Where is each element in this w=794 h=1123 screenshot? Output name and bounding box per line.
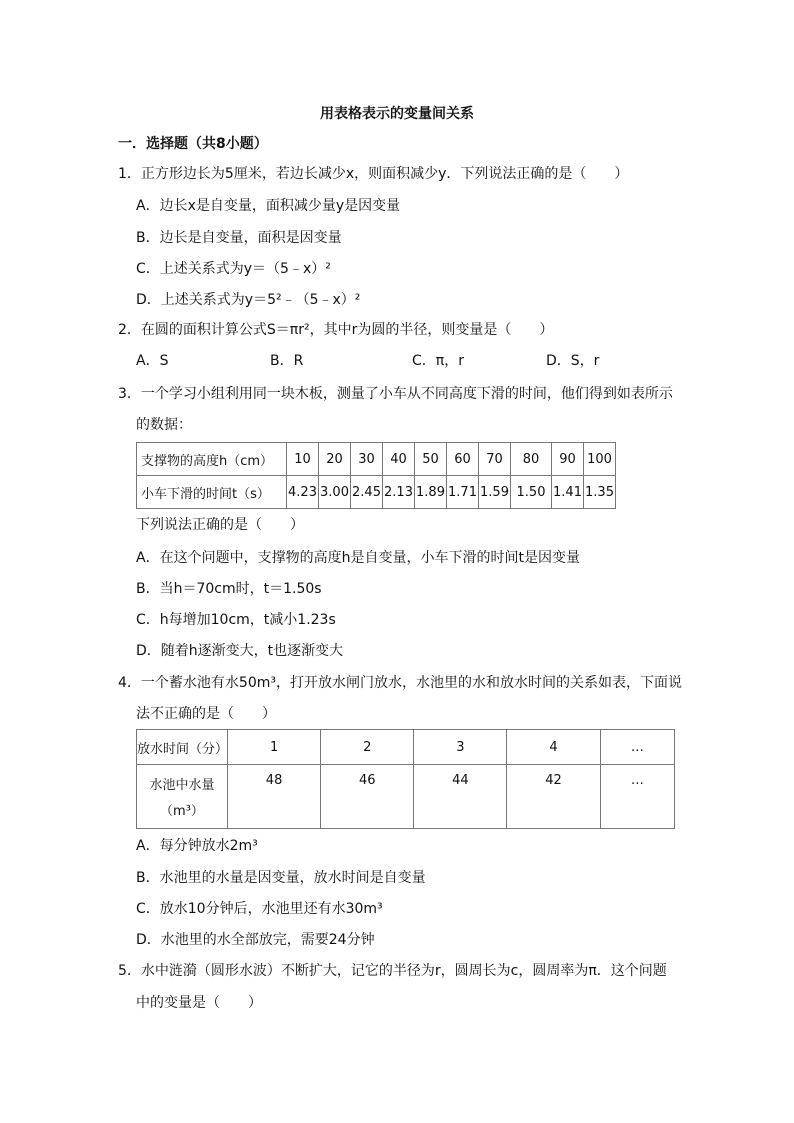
q1-stem: 1．正方形边长为5厘米，若边长减少x，则面积减少y．下列说法正确的是（ ）	[118, 166, 629, 182]
table-row	[137, 476, 616, 509]
table-header-cell: 支撑物的高度h（cm）	[137, 443, 287, 476]
q4-stem-line1: 4．一个蓄水池有水50m³，打开放水闸门放水，水池里的水和放水时间的关系如表，下面说	[118, 675, 682, 691]
table-cell: 30	[351, 443, 383, 476]
q3-option-d[interactable]: D．随着h逐渐变大，t也逐渐变大	[136, 643, 344, 659]
table-cell: …	[600, 730, 674, 765]
q1-option-c[interactable]: C．上述关系式为y＝（5﹣x）²	[136, 261, 331, 277]
q4-option-a[interactable]: A．每分钟放水2m³	[136, 838, 258, 854]
table-row	[137, 730, 675, 765]
table-cell: 50	[415, 443, 447, 476]
table-header-cell: 小车下滑的时间t（s）	[137, 476, 287, 509]
q3-option-a[interactable]: A．在这个问题中，支撑物的高度h是自变量，小车下滑的时间t是因变量	[136, 550, 580, 566]
table-cell: …	[600, 765, 674, 829]
table-cell: 2.13	[383, 476, 415, 509]
table-cell: 1.89	[415, 476, 447, 509]
table-cell: 2	[321, 730, 414, 765]
q3-data-table	[136, 442, 616, 509]
table-cell: 40	[383, 443, 415, 476]
q4-option-c[interactable]: C．放水10分钟后，水池里还有水30m³	[136, 901, 383, 917]
table-header-cell: 放水时间（分）	[137, 730, 228, 765]
q2-option-c[interactable]: C．π，r	[412, 353, 464, 369]
table-cell: 44	[414, 765, 507, 829]
table-cell: 1.59	[479, 476, 511, 509]
table-cell: 46	[321, 765, 414, 829]
table-cell: 90	[552, 443, 584, 476]
q5-stem-line1: 5．水中涟漪（圆形水波）不断扩大，记它的半径为r，圆周长为c，圆周率为π．这个问题	[118, 963, 667, 979]
q4-option-d[interactable]: D．水池里的水全部放完，需要24分钟	[136, 932, 375, 948]
table-cell: 3.00	[319, 476, 351, 509]
q3-stem-line1: 3．一个学习小组利用同一块木板，测量了小车从不同高度下滑的时间，他们得到如表所示	[118, 386, 673, 402]
row-label-line1: 水池中水量	[149, 778, 215, 793]
q2-option-a[interactable]: A．S	[136, 353, 169, 369]
q5-stem-line2: 中的变量是（ ）	[136, 995, 262, 1011]
table-cell: 48	[228, 765, 321, 829]
row-label-line2: （m³）	[160, 804, 204, 819]
table-cell: 42	[507, 765, 600, 829]
q4-data-table	[136, 729, 675, 829]
page-title: 用表格表示的变量间关系	[320, 106, 474, 122]
q2-stem: 2．在圆的面积计算公式S＝πr²，其中r为圆的半径，则变量是（ ）	[118, 322, 554, 338]
q1-option-a[interactable]: A．边长x是自变量，面积减少量y是因变量	[136, 198, 401, 214]
q2-option-b[interactable]: B．R	[270, 353, 304, 369]
table-cell: 4	[507, 730, 600, 765]
table-cell: 80	[511, 443, 552, 476]
table-cell: 3	[414, 730, 507, 765]
table-cell: 1	[228, 730, 321, 765]
table-cell: 60	[447, 443, 479, 476]
table-cell: 2.45	[351, 476, 383, 509]
table-row	[137, 443, 616, 476]
section-heading: 一．选择题（共8小题）	[118, 136, 268, 152]
q3-option-b[interactable]: B．当h＝70cm时，t＝1.50s	[136, 581, 322, 597]
q3-prompt: 下列说法正确的是（ ）	[136, 517, 304, 533]
table-cell: 1.35	[584, 476, 616, 509]
table-cell: 4.23	[287, 476, 319, 509]
q1-option-b[interactable]: B．边长是自变量，面积是因变量	[136, 230, 342, 246]
table-cell: 10	[287, 443, 319, 476]
table-cell: 70	[479, 443, 511, 476]
table-cell: 100	[584, 443, 616, 476]
table-header-cell	[137, 765, 228, 829]
table-cell: 1.50	[511, 476, 552, 509]
q1-option-d[interactable]: D．上述关系式为y＝5²﹣（5﹣x）²	[136, 292, 361, 308]
q4-option-b[interactable]: B．水池里的水量是因变量，放水时间是自变量	[136, 870, 426, 886]
q2-option-d[interactable]: D．S，r	[546, 353, 600, 369]
table-cell: 20	[319, 443, 351, 476]
q3-option-c[interactable]: C．h每增加10cm，t减小1.23s	[136, 612, 336, 628]
table-cell: 1.71	[447, 476, 479, 509]
q4-stem-line2: 法不正确的是（ ）	[136, 706, 276, 722]
q3-stem-line2: 的数据：	[136, 417, 192, 433]
table-cell: 1.41	[552, 476, 584, 509]
table-row	[137, 765, 675, 829]
